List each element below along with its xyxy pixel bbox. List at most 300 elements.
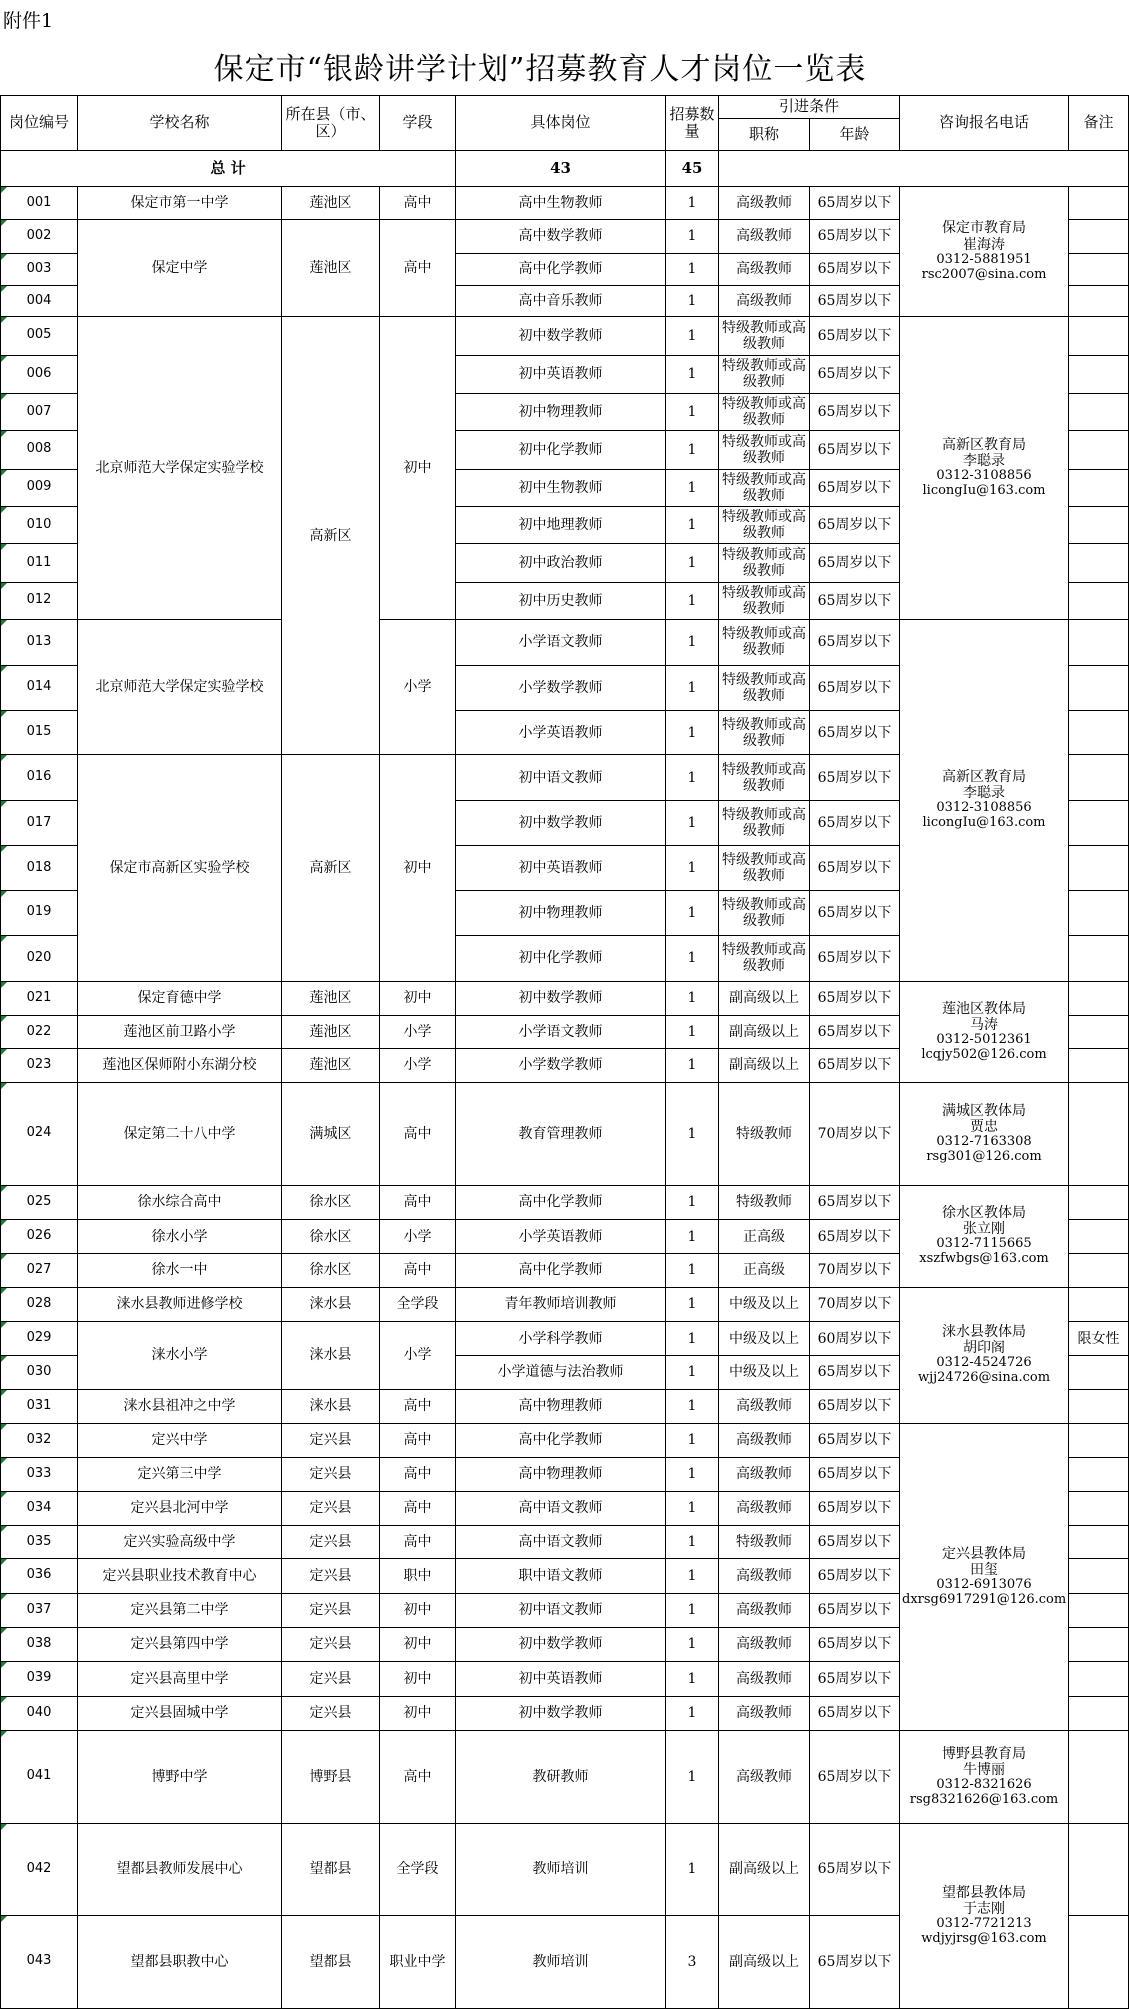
age-requirement: 65周岁以下 xyxy=(810,186,900,219)
school-stage: 初中 xyxy=(380,1593,456,1627)
contact-org: 满城区教体局 xyxy=(942,1102,1027,1119)
position: 初中化学教师 xyxy=(456,431,666,469)
cell-marker xyxy=(1,187,7,193)
post-id-text: 034 xyxy=(26,1499,52,1515)
post-id-text: 040 xyxy=(26,1704,52,1720)
post-id xyxy=(1,1389,78,1423)
position: 初中英语教师 xyxy=(456,1662,666,1696)
post-id xyxy=(1,285,78,316)
quota: 1 xyxy=(666,936,719,981)
total-row xyxy=(1,150,1129,186)
quota: 1 xyxy=(666,981,719,1015)
post-id xyxy=(1,1823,78,1915)
post-id xyxy=(1,582,78,619)
quota: 1 xyxy=(666,1254,719,1287)
county: 徐水区 xyxy=(282,1254,380,1287)
attachment-label: 附件1 xyxy=(3,10,54,32)
age-requirement: 65周岁以下 xyxy=(810,1730,900,1823)
cell-marker xyxy=(1,1526,7,1532)
cell-marker xyxy=(1,801,7,807)
age-requirement: 65周岁以下 xyxy=(810,1219,900,1253)
quota: 1 xyxy=(666,890,719,935)
title-requirement: 高级教师 xyxy=(719,1423,810,1457)
post-id-text: 007 xyxy=(26,403,52,419)
age-requirement: 65周岁以下 xyxy=(810,1423,900,1457)
post-id xyxy=(1,1321,78,1355)
title-requirement: 高级教师 xyxy=(719,1491,810,1525)
quota: 1 xyxy=(666,1491,719,1525)
title-requirement: 特级教师或高级教师 xyxy=(719,890,810,935)
county: 满城区 xyxy=(282,1082,380,1185)
quota: 1 xyxy=(666,1593,719,1627)
school-stage: 高中 xyxy=(380,1185,456,1219)
title-requirement: 特级教师或高级教师 xyxy=(719,469,810,506)
note xyxy=(1069,1185,1129,1219)
school-name: 博野中学 xyxy=(78,1730,282,1823)
contact-cell xyxy=(900,1823,1069,2008)
school-name: 保定育德中学 xyxy=(78,981,282,1015)
post-id-text: 001 xyxy=(26,194,52,210)
note xyxy=(1069,665,1129,710)
table-row xyxy=(1,1423,1129,1457)
contact-cell xyxy=(900,317,1069,620)
age-requirement: 70周岁以下 xyxy=(810,1287,900,1321)
post-id xyxy=(1,1423,78,1457)
contact-person: 张立刚 xyxy=(963,1221,1006,1238)
table-row xyxy=(1,1185,1129,1219)
school-stage: 职中 xyxy=(380,1559,456,1593)
post-id-text: 027 xyxy=(26,1261,52,1277)
quota: 1 xyxy=(666,1015,719,1048)
county: 定兴县 xyxy=(282,1696,380,1730)
post-id xyxy=(1,1015,78,1048)
cell-marker xyxy=(1,1559,7,1565)
contact-cell xyxy=(900,620,1069,982)
cell-marker xyxy=(1,982,7,988)
post-id-text: 026 xyxy=(26,1228,52,1244)
position: 初中英语教师 xyxy=(456,355,666,393)
post-id-text: 005 xyxy=(26,327,52,343)
age-requirement: 65周岁以下 xyxy=(810,317,900,355)
contact-phone: 0312-5881951 xyxy=(936,251,1032,267)
age-requirement: 65周岁以下 xyxy=(810,431,900,469)
cell-marker xyxy=(1,317,7,323)
note: 限女性 xyxy=(1069,1321,1129,1355)
school-name: 徐水综合高中 xyxy=(78,1185,282,1219)
quota: 1 xyxy=(666,1662,719,1696)
quota: 1 xyxy=(666,186,719,219)
note xyxy=(1069,1423,1129,1457)
age-requirement: 65周岁以下 xyxy=(810,1525,900,1558)
position: 职中语文教师 xyxy=(456,1559,666,1593)
contact-email: rsc2007@sina.com xyxy=(921,266,1047,282)
post-id xyxy=(1,186,78,219)
school-stage: 初中 xyxy=(380,755,456,981)
contact-phone: 0312-3108856 xyxy=(936,468,1032,484)
cell-marker xyxy=(1,254,7,260)
age-requirement: 65周岁以下 xyxy=(810,755,900,800)
post-id xyxy=(1,1049,78,1082)
school-stage: 小学 xyxy=(380,1321,456,1389)
age-requirement: 65周岁以下 xyxy=(810,1185,900,1219)
cell-marker xyxy=(1,286,7,292)
col-header-contact: 咨询报名电话 xyxy=(900,96,1069,151)
age-requirement: 65周岁以下 xyxy=(810,846,900,890)
school-name: 涞水小学 xyxy=(78,1321,282,1389)
position: 初中物理教师 xyxy=(456,890,666,935)
cell-marker xyxy=(1,220,7,226)
age-requirement: 65周岁以下 xyxy=(810,1389,900,1423)
age-requirement: 65周岁以下 xyxy=(810,800,900,845)
county: 莲池区 xyxy=(282,981,380,1015)
post-id xyxy=(1,1491,78,1525)
cell-marker xyxy=(1,755,7,761)
contact-person: 贾忠 xyxy=(970,1118,999,1135)
contact-person: 李聪录 xyxy=(963,453,1006,470)
post-id-text: 006 xyxy=(26,365,52,381)
cell-marker xyxy=(1,1356,7,1362)
contact-phone: 0312-5012361 xyxy=(936,1031,1032,1047)
title-requirement: 特级教师或高级教师 xyxy=(719,755,810,800)
county: 莲池区 xyxy=(282,186,380,219)
post-id-text: 016 xyxy=(26,769,52,785)
county: 涞水县 xyxy=(282,1287,380,1321)
position: 初中历史教师 xyxy=(456,582,666,619)
post-id xyxy=(1,800,78,845)
county: 高新区 xyxy=(282,317,380,755)
contact-email: xszfwbgs@163.com xyxy=(919,1251,1049,1267)
quota: 1 xyxy=(666,355,719,393)
post-id xyxy=(1,620,78,665)
cell-marker xyxy=(1,936,7,942)
cell-marker xyxy=(1,711,7,717)
cell-marker xyxy=(1,1458,7,1464)
school-name: 定兴县第四中学 xyxy=(78,1627,282,1661)
post-id-text: 019 xyxy=(26,904,52,920)
table-row xyxy=(1,1823,1129,1915)
post-id xyxy=(1,846,78,890)
school-stage: 小学 xyxy=(380,620,456,755)
note xyxy=(1069,1287,1129,1321)
age-requirement: 65周岁以下 xyxy=(810,506,900,543)
quota: 3 xyxy=(666,1915,719,2008)
contact-person: 牛博丽 xyxy=(963,1761,1006,1778)
quota: 1 xyxy=(666,1082,719,1185)
note xyxy=(1069,1082,1129,1185)
position: 小学科学教师 xyxy=(456,1321,666,1355)
age-requirement: 65周岁以下 xyxy=(810,285,900,316)
post-id xyxy=(1,1559,78,1593)
note xyxy=(1069,890,1129,935)
post-id xyxy=(1,355,78,393)
post-id-text: 012 xyxy=(26,592,52,608)
age-requirement: 65周岁以下 xyxy=(810,620,900,665)
position: 初中地理教师 xyxy=(456,506,666,543)
post-id-text: 021 xyxy=(26,989,52,1005)
title-requirement: 高级教师 xyxy=(719,1458,810,1491)
cell-marker xyxy=(1,1916,7,1922)
note xyxy=(1069,1015,1129,1048)
school-stage: 全学段 xyxy=(380,1287,456,1321)
position: 初中生物教师 xyxy=(456,469,666,506)
quota: 1 xyxy=(666,620,719,665)
post-id-text: 018 xyxy=(26,859,52,875)
contact-cell xyxy=(900,1287,1069,1423)
school-stage: 高中 xyxy=(380,186,456,219)
title-requirement: 高级教师 xyxy=(719,285,810,316)
note xyxy=(1069,506,1129,543)
school-name: 定兴第三中学 xyxy=(78,1458,282,1491)
county: 定兴县 xyxy=(282,1525,380,1558)
note xyxy=(1069,620,1129,665)
position: 教研教师 xyxy=(456,1730,666,1823)
post-id-text: 024 xyxy=(26,1125,52,1141)
school-name: 定兴县第二中学 xyxy=(78,1593,282,1627)
title-requirement: 特级教师或高级教师 xyxy=(719,846,810,890)
post-id xyxy=(1,1525,78,1558)
contact-org: 保定市教育局 xyxy=(942,220,1027,237)
county: 莲池区 xyxy=(282,1049,380,1082)
age-requirement: 65周岁以下 xyxy=(810,1662,900,1696)
position: 高中物理教师 xyxy=(456,1389,666,1423)
school-name: 定兴中学 xyxy=(78,1423,282,1457)
quota: 1 xyxy=(666,1458,719,1491)
quota: 1 xyxy=(666,1185,719,1219)
post-id-text: 035 xyxy=(26,1533,52,1549)
quota: 1 xyxy=(666,506,719,543)
school-stage: 初中 xyxy=(380,1627,456,1661)
county: 定兴县 xyxy=(282,1627,380,1661)
age-requirement: 65周岁以下 xyxy=(810,710,900,754)
position: 高中数学教师 xyxy=(456,220,666,253)
title-requirement: 副高级以上 xyxy=(719,1915,810,2008)
total-quota: 45 xyxy=(666,150,719,186)
quota: 1 xyxy=(666,665,719,710)
note xyxy=(1069,544,1129,582)
note xyxy=(1069,846,1129,890)
school-name: 保定中学 xyxy=(78,220,282,317)
position: 教师培训 xyxy=(456,1915,666,2008)
quota: 1 xyxy=(666,1049,719,1082)
contact-cell xyxy=(900,981,1069,1082)
position: 初中物理教师 xyxy=(456,393,666,430)
note xyxy=(1069,1696,1129,1730)
age-requirement: 65周岁以下 xyxy=(810,355,900,393)
position: 小学语文教师 xyxy=(456,620,666,665)
cell-marker xyxy=(1,666,7,672)
age-requirement: 70周岁以下 xyxy=(810,1082,900,1185)
col-header-conditions: 引进条件 xyxy=(719,96,900,119)
position: 高中化学教师 xyxy=(456,253,666,285)
table-row xyxy=(1,1730,1129,1823)
cell-marker xyxy=(1,544,7,550)
post-id xyxy=(1,1356,78,1389)
title-requirement: 副高级以上 xyxy=(719,1049,810,1082)
position: 青年教师培训教师 xyxy=(456,1287,666,1321)
position: 高中化学教师 xyxy=(456,1254,666,1287)
age-requirement: 65周岁以下 xyxy=(810,220,900,253)
table-row xyxy=(1,981,1129,1015)
post-id-text: 017 xyxy=(26,814,52,830)
col-header-age: 年龄 xyxy=(810,119,900,150)
position: 高中化学教师 xyxy=(456,1185,666,1219)
quota: 1 xyxy=(666,1219,719,1253)
contact-email: rsg301@126.com xyxy=(926,1148,1042,1164)
contact-org: 徐水区教体局 xyxy=(942,1205,1027,1222)
title-requirement: 高级教师 xyxy=(719,1389,810,1423)
school-name: 定兴县高里中学 xyxy=(78,1662,282,1696)
post-id xyxy=(1,544,78,582)
note xyxy=(1069,1049,1129,1082)
title-requirement: 副高级以上 xyxy=(719,1823,810,1915)
school-name: 莲池区保师附小东湖分校 xyxy=(78,1049,282,1082)
col-header-quota: 招募数量 xyxy=(666,96,719,151)
post-id xyxy=(1,1627,78,1661)
county: 定兴县 xyxy=(282,1662,380,1696)
cell-marker xyxy=(1,1186,7,1192)
school-name: 望都县职教中心 xyxy=(78,1915,282,2008)
title-requirement: 高级教师 xyxy=(719,1696,810,1730)
quota: 1 xyxy=(666,220,719,253)
age-requirement: 65周岁以下 xyxy=(810,1049,900,1082)
post-id xyxy=(1,431,78,469)
position: 小学英语教师 xyxy=(456,1219,666,1253)
post-id-text: 023 xyxy=(26,1056,52,1072)
contact-org: 涞水县教体局 xyxy=(942,1324,1027,1341)
county: 定兴县 xyxy=(282,1491,380,1525)
title-requirement: 特级教师或高级教师 xyxy=(719,936,810,981)
school-name: 保定第二十八中学 xyxy=(78,1082,282,1185)
age-requirement: 65周岁以下 xyxy=(810,1491,900,1525)
contact-org: 高新区教育局 xyxy=(942,437,1027,454)
position: 小学道德与法治教师 xyxy=(456,1356,666,1389)
post-id-text: 037 xyxy=(26,1601,52,1617)
title-requirement: 特级教师或高级教师 xyxy=(719,506,810,543)
post-id xyxy=(1,1082,78,1185)
col-header-title: 职称 xyxy=(719,119,810,150)
quota: 1 xyxy=(666,846,719,890)
post-id-text: 009 xyxy=(26,479,52,495)
note xyxy=(1069,981,1129,1015)
cell-marker xyxy=(1,1220,7,1226)
age-requirement: 65周岁以下 xyxy=(810,469,900,506)
table-row xyxy=(1,317,1129,355)
position: 高中物理教师 xyxy=(456,1458,666,1491)
note xyxy=(1069,1254,1129,1287)
position: 初中语文教师 xyxy=(456,755,666,800)
county: 定兴县 xyxy=(282,1593,380,1627)
quota: 1 xyxy=(666,1627,719,1661)
table-row xyxy=(1,1082,1129,1185)
table-row xyxy=(1,1287,1129,1321)
county: 望都县 xyxy=(282,1915,380,2008)
post-id-text: 011 xyxy=(26,554,52,570)
post-id xyxy=(1,981,78,1015)
page-title: 保定市“银龄讲学计划”招募教育人才岗位一览表 xyxy=(213,52,867,87)
county: 徐水区 xyxy=(282,1219,380,1253)
age-requirement: 65周岁以下 xyxy=(810,1458,900,1491)
school-name: 徐水小学 xyxy=(78,1219,282,1253)
school-stage: 初中 xyxy=(380,1662,456,1696)
note xyxy=(1069,469,1129,506)
note xyxy=(1069,1491,1129,1525)
title-requirement: 高级教师 xyxy=(719,1730,810,1823)
note xyxy=(1069,1525,1129,1558)
cell-marker xyxy=(1,846,7,852)
note xyxy=(1069,710,1129,754)
cell-marker xyxy=(1,1049,7,1055)
age-requirement: 65周岁以下 xyxy=(810,253,900,285)
school-stage: 高中 xyxy=(380,1423,456,1457)
cell-marker xyxy=(1,394,7,400)
title-requirement: 高级教师 xyxy=(719,1627,810,1661)
age-requirement: 65周岁以下 xyxy=(810,582,900,619)
county: 定兴县 xyxy=(282,1423,380,1457)
quota: 1 xyxy=(666,582,719,619)
cell-marker xyxy=(1,1697,7,1703)
contact-cell xyxy=(900,1730,1069,1823)
cell-marker xyxy=(1,1083,7,1089)
position: 小学数学教师 xyxy=(456,1049,666,1082)
contact-phone: 0312-8321626 xyxy=(936,1776,1032,1792)
position: 高中语文教师 xyxy=(456,1491,666,1525)
title-requirement: 副高级以上 xyxy=(719,1015,810,1048)
post-id xyxy=(1,1219,78,1253)
title-requirement: 正高级 xyxy=(719,1219,810,1253)
post-id xyxy=(1,1185,78,1219)
post-id xyxy=(1,469,78,506)
contact-email: dxrsg6917291@126.com xyxy=(902,1591,1067,1607)
contact-email: licongIu@163.com xyxy=(922,815,1046,831)
cell-marker xyxy=(1,470,7,476)
total-blank xyxy=(719,150,1129,186)
note xyxy=(1069,1915,1129,2008)
total-label: 总 计 xyxy=(1,150,456,186)
age-requirement: 65周岁以下 xyxy=(810,393,900,430)
school-stage: 高中 xyxy=(380,1082,456,1185)
position: 初中英语教师 xyxy=(456,846,666,890)
position: 初中化学教师 xyxy=(456,936,666,981)
school-stage: 小学 xyxy=(380,1015,456,1048)
title-requirement: 特级教师 xyxy=(719,1185,810,1219)
note xyxy=(1069,1219,1129,1253)
county: 博野县 xyxy=(282,1730,380,1823)
title-requirement: 高级教师 xyxy=(719,1593,810,1627)
cell-marker xyxy=(1,356,7,362)
note xyxy=(1069,1823,1129,1915)
title-requirement: 高级教师 xyxy=(719,253,810,285)
school-name: 莲池区前卫路小学 xyxy=(78,1015,282,1048)
cell-marker xyxy=(1,1390,7,1396)
post-id xyxy=(1,1287,78,1321)
note xyxy=(1069,1662,1129,1696)
title-requirement: 高级教师 xyxy=(719,186,810,219)
age-requirement: 65周岁以下 xyxy=(810,1696,900,1730)
post-id-text: 033 xyxy=(26,1465,52,1481)
cell-marker xyxy=(1,1594,7,1600)
post-id-text: 032 xyxy=(26,1432,52,1448)
quota: 1 xyxy=(666,1525,719,1558)
contact-email: wdjyjrsg@163.com xyxy=(921,1930,1047,1946)
cell-marker xyxy=(1,1628,7,1634)
school-stage: 职业中学 xyxy=(380,1915,456,2008)
school-name: 涞水县教师进修学校 xyxy=(78,1287,282,1321)
contact-phone: 0312-3108856 xyxy=(936,800,1032,816)
note xyxy=(1069,393,1129,430)
cell-marker xyxy=(1,583,7,589)
school-stage: 高中 xyxy=(380,220,456,317)
age-requirement: 60周岁以下 xyxy=(810,1321,900,1355)
